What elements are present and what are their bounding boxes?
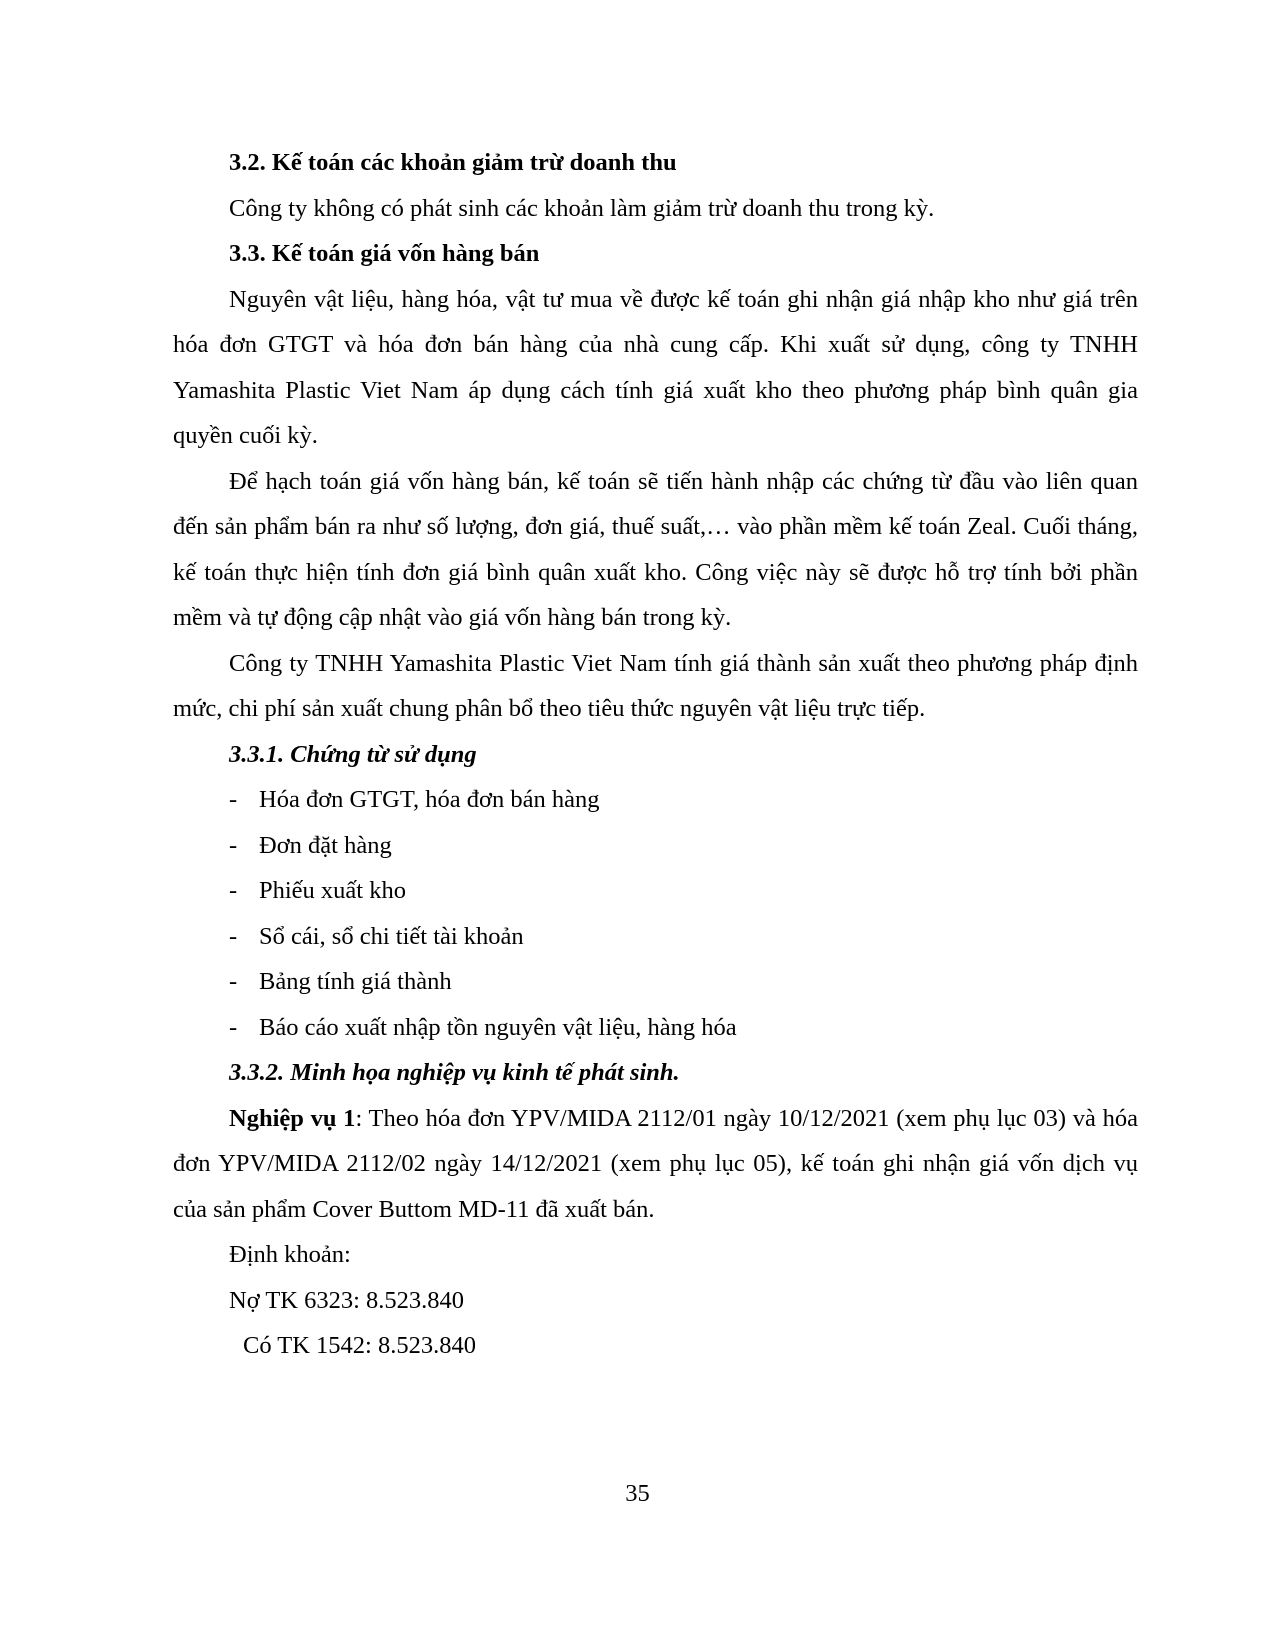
section-3-3-paragraph-2 — [173, 459, 1138, 641]
section-3-3-1-heading: 3.3.1. Chứng từ sử dụng — [229, 740, 477, 768]
list-item — [173, 823, 1138, 869]
list-item-text: Bảng tính giá thành — [259, 968, 452, 995]
list-item — [173, 1005, 1138, 1051]
debit-entry: Nợ TK 6323: 8.523.840 — [229, 1286, 465, 1314]
dash-marker: - — [229, 786, 238, 813]
dash-marker: - — [229, 831, 238, 859]
list-item-text: Báo cáo xuất nhập tồn nguyên vật liệu, hàng hóa — [259, 1013, 737, 1041]
section-3-3-heading: 3.3. Kế toán giá vốn hàng bán — [229, 240, 540, 267]
transaction-1-label: Nghiệp vụ 1 — [229, 1104, 356, 1132]
dash-marker: - — [229, 968, 238, 995]
section-3-2-heading: 3.2. Kế toán các khoản giảm trừ doanh thu — [229, 149, 677, 176]
entry-label: Định khoản: — [229, 1241, 351, 1268]
dash-marker: - — [229, 877, 238, 904]
paragraph-1-text: Nguyên vật liệu, hàng hóa, vật tư mua về được kế toán ghi nhận giá nhập kho như giá trên hóa đơn GTGT và hóa đơn bán hàng của nhà cung cấp. Khi xuất sử dụng, công ty TNHH Yamashita Plastic Viet Nam áp dụng cách tính giá xuất kho theo phương pháp bình quân gia quyền cuối kỳ. — [173, 285, 1138, 449]
section-3-3-2-heading: 3.3.2. Minh họa nghiệp vụ kinh tế phát sinh. — [229, 1059, 680, 1086]
section-3-3-paragraph-3 — [173, 641, 1138, 732]
credit-entry: Có TK 1542: 8.523.840 — [243, 1332, 476, 1359]
transaction-1-text: : Theo hóa đơn YPV/MIDA 2112/01 ngày 10/12/2021 (xem phụ lục 03) và hóa đơn YPV/MIDA 2112/02 ngày 14/12/2021 (xem phụ lục 05), kế toán ghi nhận giá vốn dịch vụ của sản phẩm Cover Buttom MD-11 đã xuất bán. — [173, 1104, 1138, 1223]
list-item — [173, 777, 1138, 823]
list-item-text: Sổ cái, sổ chi tiết tài khoản — [259, 922, 524, 950]
list-item — [173, 868, 1138, 914]
section-3-3-paragraph-1 — [173, 277, 1138, 459]
section-3-2-text: Công ty không có phát sinh các khoản làm giảm trừ doanh thu trong kỳ. — [229, 194, 935, 222]
transaction-1-wrapper — [173, 1096, 1138, 1233]
page-number: 35 — [625, 1480, 650, 1507]
paragraph-2-text: Để hạch toán giá vốn hàng bán, kế toán sẽ tiến hành nhập các chứng từ đầu vào liên quan đến sản phẩm bán ra như số lượng, đơn giá, thuế suất,… vào phần mềm kế toán Zeal. Cuối tháng, kế toán thực hiện tính đơn giá bình quân xuất kho. Công việc này sẽ được hỗ trợ tính bởi phần mềm và tự động cập nhật vào giá vốn hàng bán trong kỳ. — [173, 467, 1138, 631]
documents-list — [173, 777, 1138, 1050]
list-item-text: Đơn đặt hàng — [259, 831, 392, 859]
dash-marker: - — [229, 922, 238, 950]
list-item-text: Hóa đơn GTGT, hóa đơn bán hàng — [259, 786, 600, 813]
list-item — [173, 959, 1138, 1005]
list-item — [173, 914, 1138, 960]
page-content — [173, 140, 1138, 1369]
paragraph-3-text: Công ty TNHH Yamashita Plastic Viet Nam tính giá thành sản xuất theo phương pháp định mức, chi phí sản xuất chung phân bổ theo tiêu thức nguyên vật liệu trực tiếp. — [173, 649, 1138, 722]
list-item-text: Phiếu xuất kho — [259, 877, 406, 904]
dash-marker: - — [229, 1013, 238, 1041]
transaction-1-paragraph — [173, 1096, 1138, 1233]
